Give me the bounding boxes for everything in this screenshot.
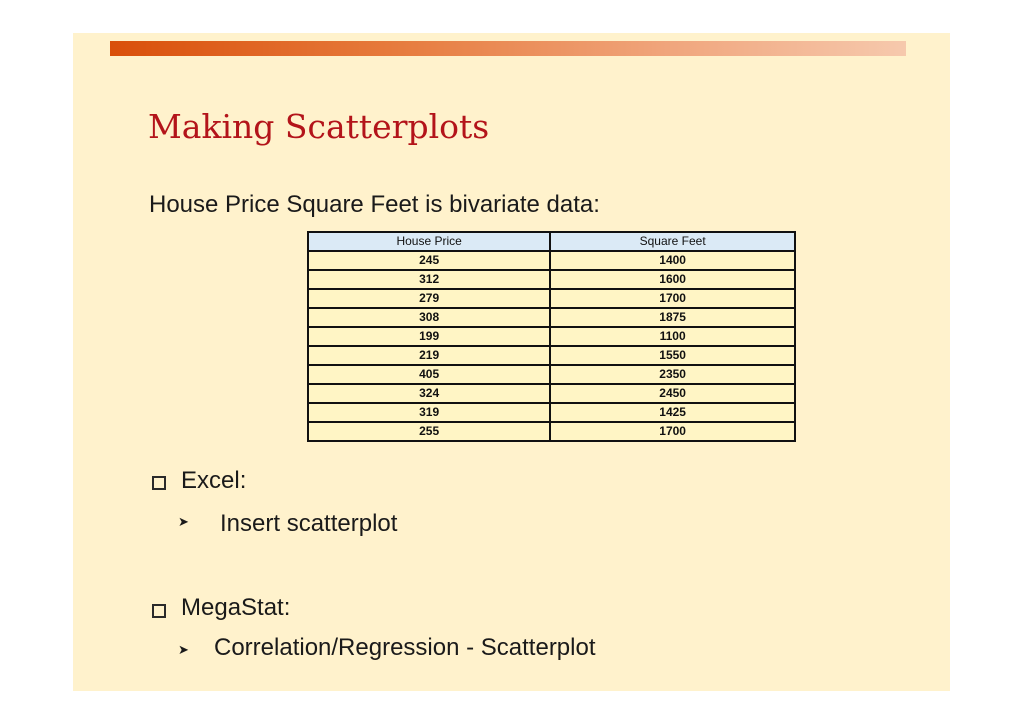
table-cell: 405	[308, 365, 550, 384]
table-header-row	[308, 232, 795, 251]
table-cell: 1875	[550, 308, 795, 327]
table-cell: 219	[308, 346, 550, 365]
table-cell: 2350	[550, 365, 795, 384]
square-bullet-icon	[152, 476, 166, 490]
arrow-bullet-icon: ➤	[178, 643, 189, 658]
table-cell: 1600	[550, 270, 795, 289]
table-cell: 324	[308, 384, 550, 403]
table-row	[308, 384, 795, 403]
table-row	[308, 289, 795, 308]
table-cell: 312	[308, 270, 550, 289]
slide-title: Making Scatterplots	[148, 107, 490, 146]
bullet-excel: Excel:	[181, 467, 247, 494]
table-cell: 279	[308, 289, 550, 308]
table-cell: 1700	[550, 422, 795, 441]
table-row	[308, 403, 795, 422]
table-row	[308, 422, 795, 441]
bullet-megastat: MegaStat:	[181, 594, 291, 621]
data-table	[307, 231, 796, 442]
table-row	[308, 327, 795, 346]
table-header-house-price: House Price	[308, 232, 550, 251]
table-cell: 255	[308, 422, 550, 441]
table-cell: 199	[308, 327, 550, 346]
table-row	[308, 270, 795, 289]
table-cell: 308	[308, 308, 550, 327]
arrow-bullet-icon: ➤	[178, 515, 189, 530]
square-bullet-icon	[152, 604, 166, 618]
accent-bar	[110, 41, 906, 56]
table-cell: 2450	[550, 384, 795, 403]
table-cell: 1700	[550, 289, 795, 308]
table-cell: 319	[308, 403, 550, 422]
table-cell: 1100	[550, 327, 795, 346]
table-cell: 1400	[550, 251, 795, 270]
table-row	[308, 365, 795, 384]
intro-text: House Price Square Feet is bivariate data:	[149, 191, 600, 218]
table-header-square-feet: Square Feet	[550, 232, 795, 251]
table-cell: 1425	[550, 403, 795, 422]
sub-bullet-correlation-regression: Correlation/Regression - Scatterplot	[214, 634, 596, 661]
table-cell: 1550	[550, 346, 795, 365]
table-row	[308, 308, 795, 327]
slide	[73, 33, 950, 691]
table-cell: 245	[308, 251, 550, 270]
table-row	[308, 251, 795, 270]
table-row	[308, 346, 795, 365]
sub-bullet-insert-scatterplot: Insert scatterplot	[220, 510, 398, 537]
